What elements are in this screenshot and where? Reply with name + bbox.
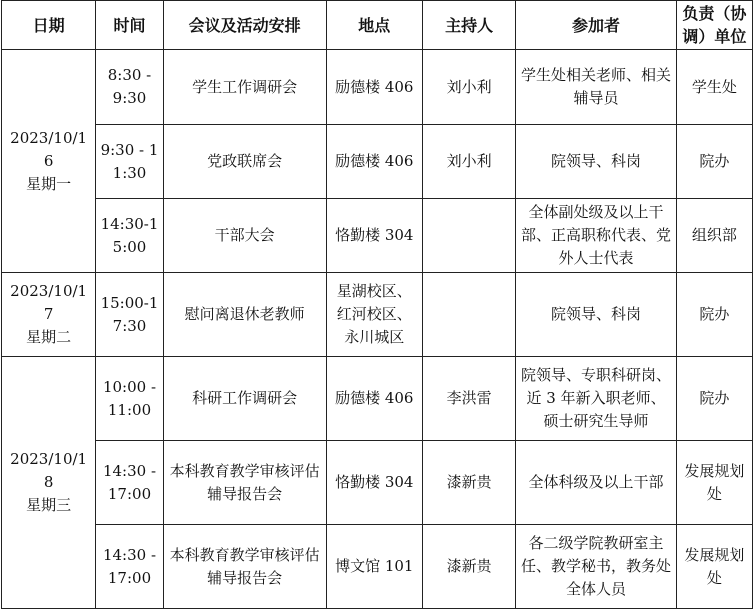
time-cell: 10:00 - 11:00 [96,357,163,441]
table-row [2,125,753,199]
host-cell: 漆新贵 [422,525,515,609]
header-dept: 负责（协调）单位 [676,1,752,50]
weekday-text: 星期二 [26,328,72,346]
attendees-cell: 院领导、科岗 [516,125,677,199]
header-row [2,1,753,50]
attendees-cell: 各二级学院教研室主任、教学秘书，教务处全体人员 [516,525,677,609]
event-cell: 慰问离退休老教师 [163,273,326,357]
dept-cell: 组织部 [676,199,752,273]
date-cell [2,357,96,609]
location-cell: 星湖校区、红河校区、永川城区 [326,273,422,357]
time-cell: 8:30 - 9:30 [96,50,163,125]
time-cell: 14:30 - 17:00 [96,525,163,609]
location-cell: 恪勤楼 304 [326,199,422,273]
location-cell: 励德楼 406 [326,357,422,441]
attendees-cell: 全体科级及以上干部 [516,441,677,525]
date-text: 2023/10/17 [10,282,88,323]
location-cell: 励德楼 406 [326,125,422,199]
host-cell: 李洪雷 [422,357,515,441]
header-location: 地点 [326,1,422,50]
header-host: 主持人 [422,1,515,50]
date-text: 2023/10/16 [10,128,88,170]
time-cell: 14:30-15:00 [96,199,163,273]
event-cell: 科研工作调研会 [163,357,326,441]
host-cell: 刘小利 [422,50,515,125]
weekday-text: 星期三 [26,496,72,514]
header-date: 日期 [2,1,96,50]
location-cell: 博文馆 101 [326,525,422,609]
weekday-text: 星期一 [26,174,72,193]
attendees-cell: 学生处相关老师、相关辅导员 [516,50,677,125]
table-row [2,441,753,525]
date-cell [2,50,96,273]
time-cell: 14:30 - 17:00 [96,441,163,525]
location-cell: 恪勤楼 304 [326,441,422,525]
header-attendees: 参加者 [516,1,677,50]
dept-cell: 院办 [676,357,752,441]
dept-cell: 院办 [676,125,752,199]
date-cell [2,273,96,357]
event-cell: 本科教育教学审核评估辅导报告会 [163,441,326,525]
time-cell: 15:00-17:30 [96,273,163,357]
dept-cell: 发展规划处 [676,525,752,609]
dept-cell: 发展规划处 [676,441,752,525]
schedule-table [1,0,753,609]
dept-cell: 学生处 [676,50,752,125]
attendees-cell: 院领导、专职科研岗、近 3 年新入职老师、硕士研究生导师 [516,357,677,441]
host-cell: 刘小利 [422,125,515,199]
header-event: 会议及活动安排 [163,1,326,50]
attendees-cell: 全体副处级及以上干部、正高职称代表、党外人士代表 [516,199,677,273]
time-cell: 9:30 - 11:30 [96,125,163,199]
location-cell: 励德楼 406 [326,50,422,125]
table-row [2,199,753,273]
event-cell: 学生工作调研会 [163,50,326,125]
table-row [2,525,753,609]
host-cell [422,199,515,273]
dept-cell: 院办 [676,273,752,357]
table-row [2,273,753,357]
table-row [2,50,753,125]
host-cell: 漆新贵 [422,441,515,525]
host-cell [422,273,515,357]
date-text: 2023/10/18 [10,450,88,491]
event-cell: 本科教育教学审核评估辅导报告会 [163,525,326,609]
event-cell: 干部大会 [163,199,326,273]
event-cell: 党政联席会 [163,125,326,199]
table-row [2,357,753,441]
attendees-cell: 院领导、科岗 [516,273,677,357]
header-time: 时间 [96,1,163,50]
